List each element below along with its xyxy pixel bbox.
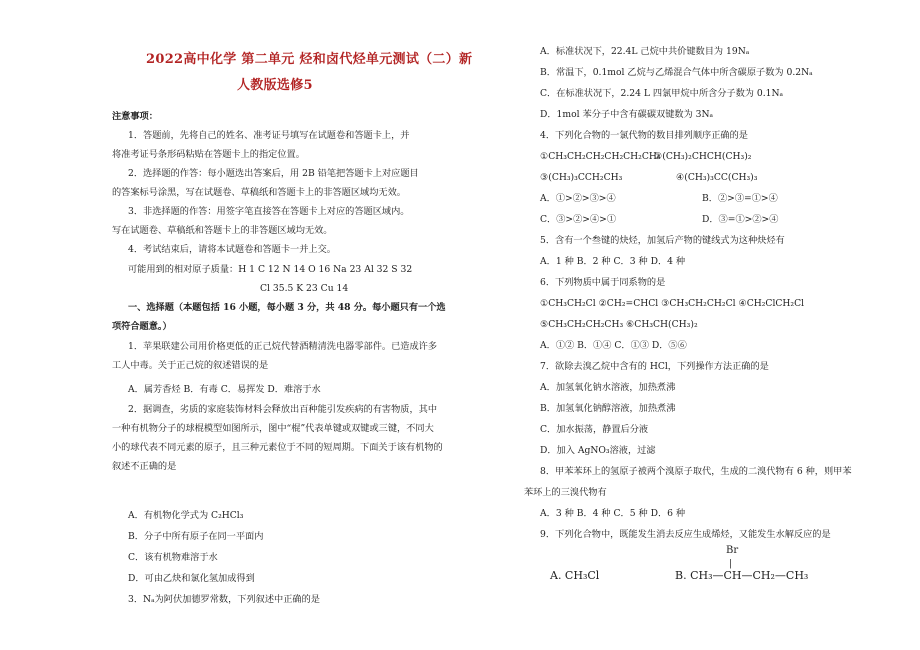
- q6-compounds-line2: ⑤CH₃CH₂CH₂CH₃ ⑥CH₃CH(CH₃)₂: [540, 319, 698, 330]
- q2-option-c: C．该有机物难溶于水: [128, 552, 218, 563]
- note-line: 2．选择题的作答：每小题选出答案后，用 2B 铅笔把答题卡上对应题目: [128, 168, 419, 179]
- section-heading-line1: 一、选择题（本题包括 16 小题，每小题 3 分，共 48 分。每小题只有一个选: [128, 302, 446, 313]
- q4-compound: ①CH₃CH₂CH₂CH₂CH₂CH₃: [540, 151, 661, 162]
- doc-title-line2: 人教版选修5: [237, 78, 313, 93]
- q4-option-c: C．③>②>④>①: [540, 214, 617, 225]
- q5-stem: 5．含有一个叁键的炔烃，加氢后产物的键线式为这种炔烃有: [540, 235, 785, 246]
- atomic-masses-line2: Cl 35.5 K 23 Cu 14: [260, 283, 349, 294]
- note-line: 3．非选择题的作答：用签字笔直接答在答题卡上对应的答题区域内。: [128, 206, 410, 217]
- atomic-masses-line1: 可能用到的相对原子质量：H 1 C 12 N 14 O 16 Na 23 Al 32 S 32: [128, 264, 413, 275]
- q6-stem: 6．下列物质中属于同系物的是: [540, 277, 666, 288]
- note-line: 4．考试结束后，请将本试题卷和答题卡一并上交。: [128, 244, 336, 255]
- q4-option-b: B．②>③=①>④: [702, 193, 778, 204]
- q2-option-a: A．有机物化学式为 C₂HCl₃: [128, 510, 244, 521]
- section-heading-line2: 项符合题意。）: [112, 321, 172, 332]
- q4-compound: ④(CH₃)₃CC(CH₃)₃: [676, 172, 758, 183]
- q4-compound: ②(CH₃)₂CHCH(CH₃)₂: [654, 151, 752, 162]
- q7-option-a: A．加氢氧化钠水溶液，加热煮沸: [540, 382, 676, 393]
- q7-option-c: C．加水振荡，静置后分液: [540, 424, 649, 435]
- q1-options: A．属芳香烃 B．有毒 C．易挥发 D．难溶于水: [128, 384, 321, 395]
- q2-stem-line1: 2．据调查，劣质的家庭装饰材料会释放出百种能引发疾病的有害物质，其中: [128, 404, 438, 415]
- q1-stem-line1: 1．苹果联建公司用价格更低的正己烷代替酒精清洗电器零部件。已造成许多: [128, 341, 438, 352]
- note-line: 的答案标号涂黑，写在试题卷、草稿纸和答题卡上的非答题区域均无效。: [112, 187, 406, 198]
- q7-option-b: B．加氢氧化钠醇溶液，加热煮沸: [540, 403, 676, 414]
- q8-stem-line1: 8．甲苯苯环上的氢原子被两个溴原子取代，生成的二溴代物有 6 种，则甲苯: [540, 466, 852, 477]
- q4-option-a: A．①>②>③>④: [540, 193, 616, 204]
- q2-stem-line4: 叙述不正确的是: [112, 461, 177, 472]
- q6-compounds-line1: ①CH₃CH₂Cl ②CH₂=CHCl ③CH₃CH₂CH₂Cl ④CH₂ClCH₂Cl: [540, 298, 805, 309]
- note-line: 1．答题前，先将自己的姓名、准考证号填写在试题卷和答题卡上，并: [128, 130, 410, 141]
- note-line: 将准考证号条形码粘贴在答题卡上的指定位置。: [112, 149, 305, 160]
- q7-stem: 7．欲除去溴乙烷中含有的 HCl，下列操作方法正确的是: [540, 361, 769, 372]
- q9-option-b: B. CH₃—CH—CH₂—CH₃: [675, 569, 809, 582]
- q8-stem-line2: 苯环上的三溴代物有: [524, 487, 607, 498]
- q2-stem-line2: 一种有机物分子的球棍模型如图所示，图中“棍”代表单键或双键或三键，不同大: [112, 423, 434, 434]
- q7-option-d: D．加入 AgNO₃溶液，过滤: [540, 445, 656, 456]
- q5-options: A．1 种 B．2 种 C．3 种 D．4 种: [540, 256, 686, 267]
- bond-line: |: [729, 559, 733, 569]
- q1-stem-line2: 工人中毒。关于正己烷的叙述错误的是: [112, 360, 269, 371]
- q3-option-a: A．标准状况下，22.4L 己烷中共价键数目为 19Nₐ: [540, 46, 750, 57]
- notes-heading: 注意事项：: [112, 111, 158, 122]
- q3-option-c: C．在标准状况下，2.24 L 四氯甲烷中所含分子数为 0.1Nₐ: [540, 88, 784, 99]
- q4-compound: ③(CH₃)₃CCH₂CH₃: [540, 172, 623, 183]
- q2-option-b: B．分子中所有原子在同一平面内: [128, 531, 264, 542]
- q9-option-b-br: Br: [726, 545, 739, 556]
- q3-stem: 3．Nₐ为阿伏加德罗常数，下列叙述中正确的是: [128, 594, 320, 605]
- doc-title-line1: 2022高中化学 第二单元 烃和卤代烃单元测试（二）新: [146, 52, 473, 67]
- q9-option-a: A. CH₃Cl: [550, 569, 600, 582]
- q3-option-b: B．常温下，0.1mol 乙烷与乙烯混合气体中所含碳原子数为 0.2Nₐ: [540, 67, 813, 78]
- q4-option-d: D．③=①>②>④: [702, 214, 779, 225]
- q9-stem: 9．下列化合物中，既能发生消去反应生成烯烃，又能发生水解反应的是: [540, 529, 831, 540]
- q2-option-d: D．可由乙炔和氯化氢加成得到: [128, 573, 255, 584]
- q6-options: A．①② B．①④ C．①③ D．⑤⑥: [540, 340, 687, 351]
- note-line: 写在试题卷、草稿纸和答题卡上的非答题区域均无效。: [112, 225, 333, 236]
- q2-stem-line3: 小的球代表不同元素的原子，且三种元素位于不同的短周期。下面关于该有机物的: [112, 442, 443, 453]
- q8-options: A．3 种 B．4 种 C．5 种 D．6 种: [540, 508, 686, 519]
- q3-option-d: D．1mol 苯分子中含有碳碳双键数为 3Nₐ: [540, 109, 714, 120]
- q4-stem: 4．下列化合物的一氯代物的数目排列顺序正确的是: [540, 130, 748, 141]
